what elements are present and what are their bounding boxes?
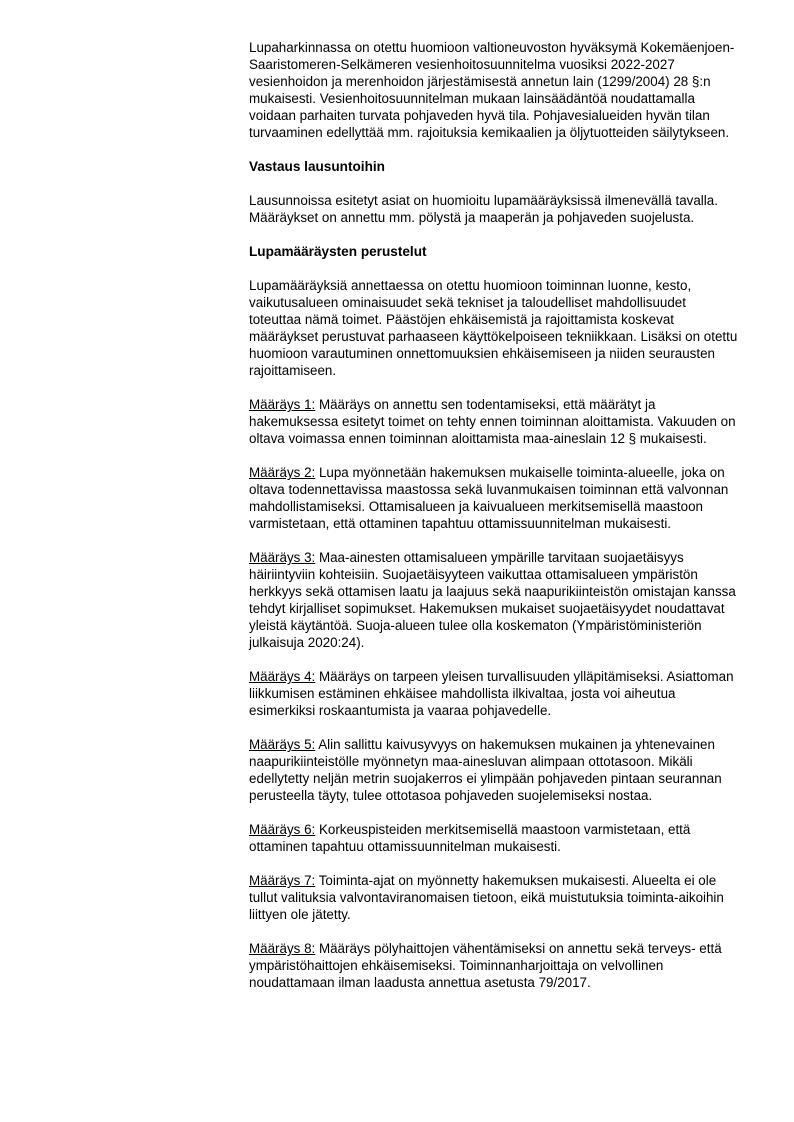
maarays-2-label: Määräys 2: <box>249 465 316 480</box>
maarays-5-label: Määräys 5: <box>249 737 316 752</box>
maarays-7-text: Toiminta-ajat on myönnetty hakemuksen mukaisesti. Alueelta ei ole tullut valituksia valvontaviranomaisen tietoon, eikä muistutuksia toiminta-aikoihin liittyen ole jätetty. <box>249 873 724 922</box>
intro-paragraph: Lupaharkinnassa on otettu huomioon valtioneuvoston hyväksymä Kokemäenjoen-Saaristomeren-Selkämeren vesienhoitosuunnitelma vuosiksi 2022-2027 vesienhoidon ja merenhoidon järjestämisestä annetun lain (1299/2004) 28 §:n mukaisesti. Vesienhoitosuunnitelman mukaan lainsäädäntöä noudattamalla voidaan parhaiten turvata pohjaveden hyvä tila. Pohjavesialueiden hyvän tilan turvaaminen edellyttää mm. rajoituksia kemikaalien ja öljytuotteiden säilytykseen. <box>249 40 735 140</box>
vastaus-paragraph: Lausunnoissa esitetyt asiat on huomioitu lupamääräyksissä ilmenevällä tavalla. Määräykset on annettu mm. pölystä ja maaperän ja pohjaveden suojelusta. <box>249 193 718 225</box>
maarays-8-label: Määräys 8: <box>249 941 316 956</box>
maarays-5-text: Alin sallittu kaivusyvyys on hakemuksen mukainen ja yhtenevainen naapurikiinteistölle myönnetyn maa-ainesluvan alimpaan ottotasoon. Mikäli edellytetty neljän metrin suojakerros ei ylimpään pohjaveden pintaan seurannan perusteella täyty, tulee ottotasoa pohjaveden suojelemiseksi nostaa. <box>249 737 722 803</box>
maarays-1-text: Määräys on annettu sen todentamiseksi, että määrätyt ja hakemuksessa esitetyt toimet on tehty ennen toiminnan aloittamista. Vakuuden on oltava voimassa ennen toiminnan aloittamista maa-aineslain 12 § mukaisesti. <box>249 397 736 446</box>
maarays-6-paragraph <box>249 821 739 855</box>
maarays-3-paragraph <box>249 549 739 651</box>
maarays-1-label: Määräys 1: <box>249 397 316 412</box>
maarays-2-paragraph <box>249 464 739 532</box>
maarays-2-text: Lupa myönnetään hakemuksen mukaiselle toiminta-alueelle, joka on oltava todennettavissa maastossa sekä luvanmukaisen toiminnan että valvonnan mahdollistamiseksi. Ottamisalueen ja kaivualueen merkitsemisellä maastoon varmistetaan, että ottaminen tapahtuu ottamissuunnitelman mukaisesti. <box>249 465 729 531</box>
document-page <box>249 39 739 1008</box>
heading-lupamaaraysten-perustelut: Lupamääräysten perustelut <box>249 244 427 259</box>
maarays-6-text: Korkeuspisteiden merkitsemisellä maastoon varmistetaan, että ottaminen tapahtuu ottamissuunnitelman mukaisesti. <box>249 822 691 854</box>
maarays-3-label: Määräys 3: <box>249 550 316 565</box>
maarays-6-label: Määräys 6: <box>249 822 316 837</box>
maarays-8-text: Määräys pölyhaittojen vähentämiseksi on annettu sekä terveys- että ympäristöhaittojen ehkäisemiseksi. Toiminnanharjoittaja on velvollinen noudattamaan ilman laadusta annettua asetusta 79/2017. <box>249 941 722 990</box>
heading-vastaus-lausuntoihin: Vastaus lausuntoihin <box>249 159 385 174</box>
maarays-4-label: Määräys 4: <box>249 669 316 684</box>
maarays-4-text: Määräys on tarpeen yleisen turvallisuuden ylläpitämiseksi. Asiattoman liikkumisen estäminen ehkäisee mahdollista ilkivaltaa, josta voi aiheutua esimerkiksi roskaantumista ja vaaraa pohjavedelle. <box>249 669 734 718</box>
maarays-5-paragraph <box>249 736 739 804</box>
maarays-1-paragraph <box>249 396 739 447</box>
maarays-7-paragraph <box>249 872 739 923</box>
maarays-7-label: Määräys 7: <box>249 873 316 888</box>
maarays-8-paragraph <box>249 940 739 991</box>
maarays-4-paragraph <box>249 668 739 719</box>
perustelut-paragraph: Lupamääräyksiä annettaessa on otettu huomioon toiminnan luonne, kesto, vaikutusalueen ominaisuudet sekä tekniset ja taloudelliset mahdollisuudet toteuttaa nämä toimet. Päästöjen ehkäisemistä ja rajoittamista koskevat määräykset perustuvat parhaaseen käyttökelpoiseen tekniikkaan. Lisäksi on otettu huomioon varautuminen onnettomuuksien ehkäisemiseen ja niiden seurausten rajoittamiseen. <box>249 278 738 378</box>
maarays-3-text: Maa-ainesten ottamisalueen ympärille tarvitaan suojaetäisyys häiriintyviin kohteisiin. Suojaetäisyyteen vaikuttaa ottamisalueen ympäristön herkkyys sekä ottamisen laatu ja laajuus sekä naapurikiinteistön omistajan kanssa tehdyt kirjalliset sopimukset. Hakemuksen mukaiset suojaetäisyydet noudattavat yleistä käytäntöä. Suoja-alueen tulee olla koskematon (Ympäristöministeriön julkaisuja 2020:24). <box>249 550 736 650</box>
